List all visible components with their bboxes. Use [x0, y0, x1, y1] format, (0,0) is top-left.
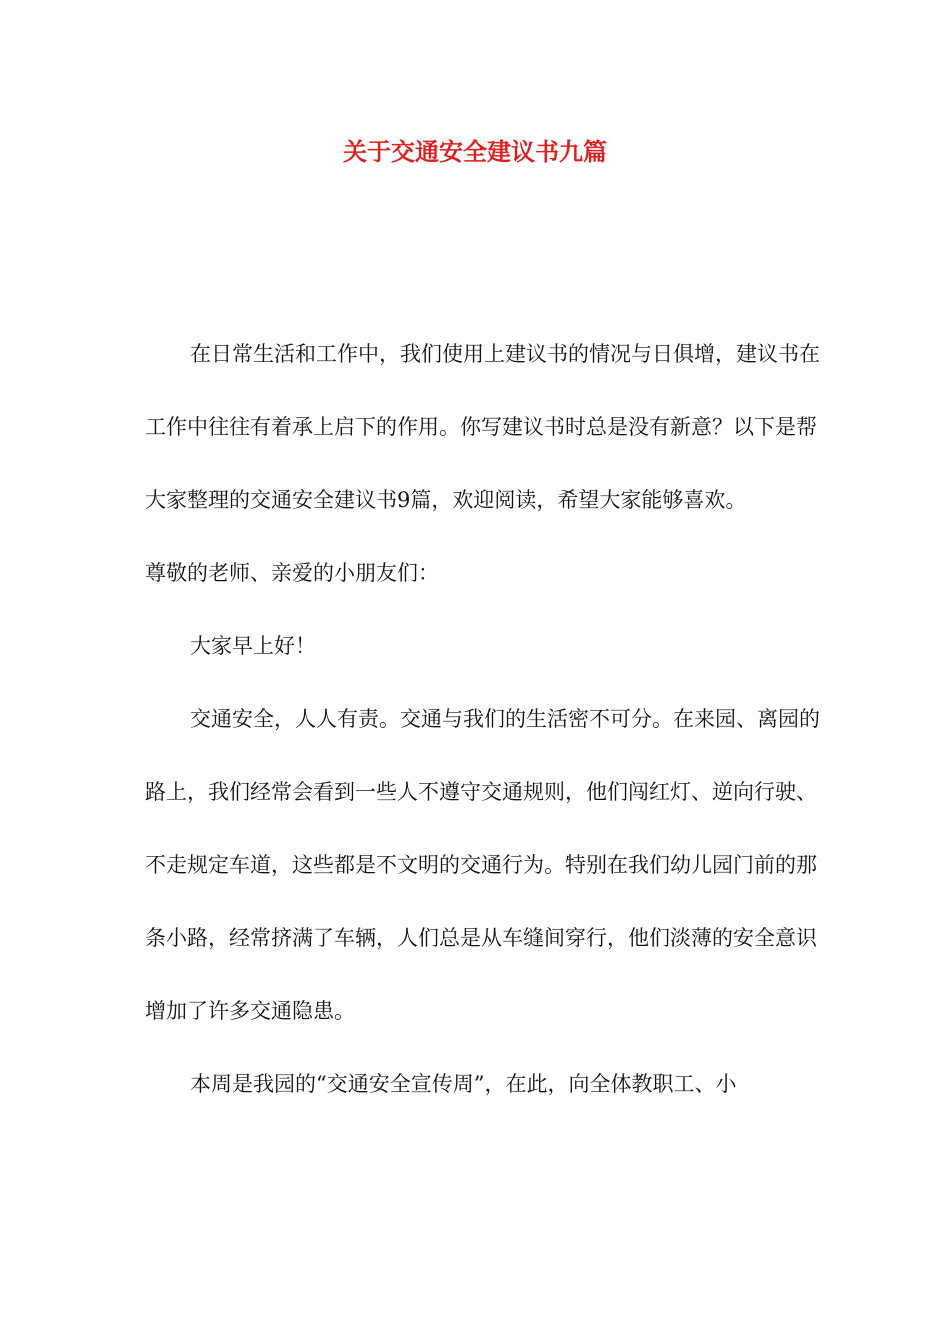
paragraph-intro: 在日常生活和工作中，我们使用上建议书的情况与日俱增，建议书在工作中往往有着承上启下的作用。你写建议书时总是没有新意？以下是帮大家整理的交通安全建议书9篇，欢迎阅读，希望大家能够喜欢。 [145, 342, 820, 512]
paragraph-traffic-safety: 交通安全，人人有责。交通与我们的生活密不可分。在来园、离园的路上，我们经常会看到一些人不遵守交通规则，他们闯红灯、逆向行驶、不走规定车道，这些都是不文明的交通行为。特别在我们幼儿园门前的那条小路，经常挤满了车辆，人们总是从车缝间穿行，他们淡薄的安全意识增加了许多交通隐患。 [145, 707, 820, 1023]
paragraph-safety-week: 本周是我园的“交通安全宣传周”，在此，向全体教职工、小 [190, 1072, 737, 1096]
document-body [145, 318, 825, 1121]
paragraph-salutation: 尊敬的老师、亲爱的小朋友们： [145, 561, 439, 585]
document-title: 关于交通安全建议书九篇 [343, 138, 607, 166]
paragraph-greeting: 大家早上好！ [190, 634, 316, 658]
